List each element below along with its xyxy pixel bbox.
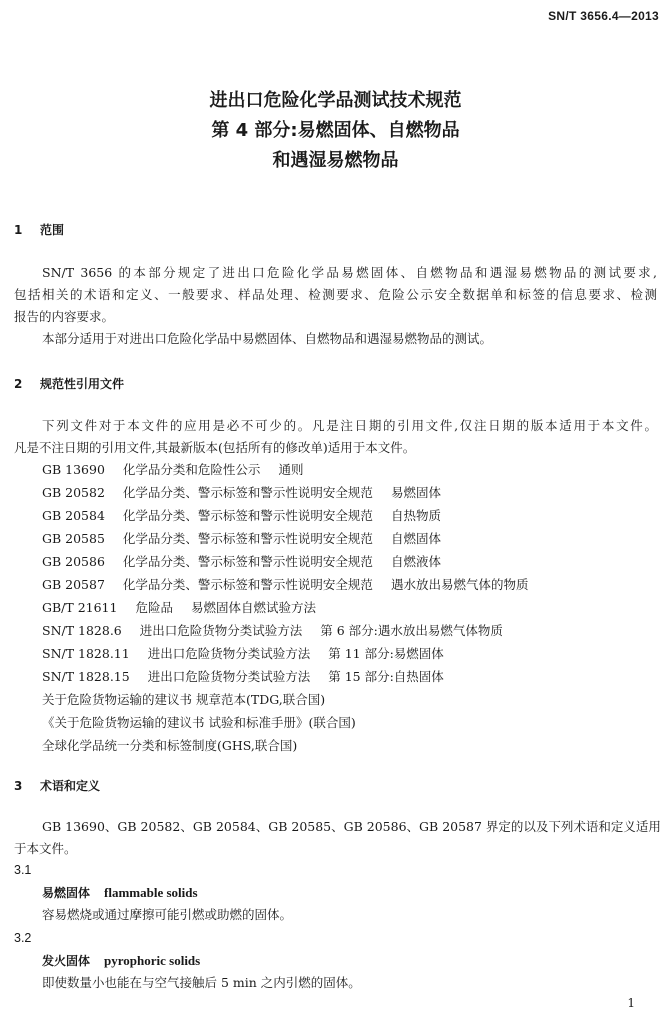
term-heading bbox=[42, 885, 198, 901]
section-title: 范围 bbox=[40, 223, 65, 237]
section-title: 规范性引用文件 bbox=[40, 377, 125, 391]
paragraph-line: GB 13690、GB 20582、GB 20584、GB 20585、GB 20586、GB 20587 界定的以及下列术语和定义适用 bbox=[42, 819, 661, 834]
page-number: 1 bbox=[627, 996, 635, 1010]
paragraph-line: SN/T 3656 的本部分规定了进出口危险化学品易燃固体、自燃物品和遇湿易燃物品的测试要求, bbox=[42, 265, 657, 280]
paragraph-line: 本部分适用于对进出口危险化学品中易燃固体、自燃物品和遇湿易燃物品的测试。 bbox=[42, 331, 493, 346]
term-heading bbox=[42, 953, 200, 969]
document-title-line3: 和遇湿易燃物品 bbox=[272, 150, 399, 171]
term-en: flammable solids bbox=[104, 885, 198, 900]
term-definition: 容易燃烧或通过摩擦可能引燃或助燃的固体。 bbox=[42, 907, 293, 922]
paragraph-line: 报告的内容要求。 bbox=[14, 309, 115, 324]
reference-item: SN/T 1828.11 进出口危险货物分类试验方法 第 11 部分:易燃固体 bbox=[42, 646, 444, 661]
term-definition: 即使数量小也能在与空气接触后 5 min 之内引燃的固体。 bbox=[42, 975, 361, 990]
section-heading bbox=[14, 375, 124, 392]
section-number: 1 bbox=[14, 223, 23, 237]
paragraph-line: 于本文件。 bbox=[14, 841, 77, 856]
reference-item: GB/T 21611 危险品 易燃固体自燃试验方法 bbox=[42, 600, 316, 615]
section-title: 术语和定义 bbox=[40, 779, 101, 793]
reference-item: SN/T 1828.15 进出口危险货物分类试验方法 第 15 部分:自热固体 bbox=[42, 669, 444, 684]
section-number: 2 bbox=[14, 377, 23, 391]
reference-item: GB 20587 化学品分类、警示标签和警示性说明安全规范 遇水放出易燃气体的物质 bbox=[42, 577, 529, 592]
paragraph-line: 包括相关的术语和定义、一般要求、样品处理、检测要求、危险公示安全数据单和标签的信息要求、检测 bbox=[14, 287, 657, 302]
paragraph-line: 下列文件对于本文件的应用是必不可少的。凡是注日期的引用文件,仅注日期的版本适用于本文件。 bbox=[42, 418, 657, 433]
paragraph-line: 凡是不注日期的引用文件,其最新版本(包括所有的修改单)适用于本文件。 bbox=[14, 440, 416, 455]
term-number: 3.2 bbox=[14, 931, 32, 945]
reference-item: GB 20585 化学品分类、警示标签和警示性说明安全规范 自燃固体 bbox=[42, 531, 441, 546]
reference-item: GB 20586 化学品分类、警示标签和警示性说明安全规范 自燃液体 bbox=[42, 554, 441, 569]
term-en: pyrophoric solids bbox=[104, 953, 201, 968]
reference-item: GB 13690 化学品分类和危险性公示 通则 bbox=[42, 462, 304, 477]
section-heading bbox=[14, 777, 100, 794]
reference-item: SN/T 1828.6 进出口危险货物分类试验方法 第 6 部分:遇水放出易燃气体物质 bbox=[42, 623, 503, 638]
reference-item: 《关于危险货物运输的建议书 试验和标准手册》(联合国) bbox=[42, 715, 356, 730]
reference-item: GB 20584 化学品分类、警示标签和警示性说明安全规范 自热物质 bbox=[42, 508, 441, 523]
document-title-line2: 第 4 部分:易燃固体、自燃物品 bbox=[211, 120, 460, 141]
reference-item: GB 20582 化学品分类、警示标签和警示性说明安全规范 易燃固体 bbox=[42, 485, 441, 500]
section-number: 3 bbox=[14, 779, 23, 793]
term-cn: 易燃固体 bbox=[42, 886, 91, 900]
standard-code: SN/T 3656.4—2013 bbox=[548, 9, 659, 23]
document-title-line1: 进出口危险化学品测试技术规范 bbox=[209, 90, 462, 111]
term-cn: 发火固体 bbox=[42, 954, 91, 968]
term-number: 3.1 bbox=[14, 863, 32, 877]
reference-item: 全球化学品统一分类和标签制度(GHS,联合国) bbox=[42, 738, 298, 753]
reference-item: 关于危险货物运输的建议书 规章范本(TDG,联合国) bbox=[42, 692, 326, 707]
section-heading bbox=[14, 221, 64, 238]
